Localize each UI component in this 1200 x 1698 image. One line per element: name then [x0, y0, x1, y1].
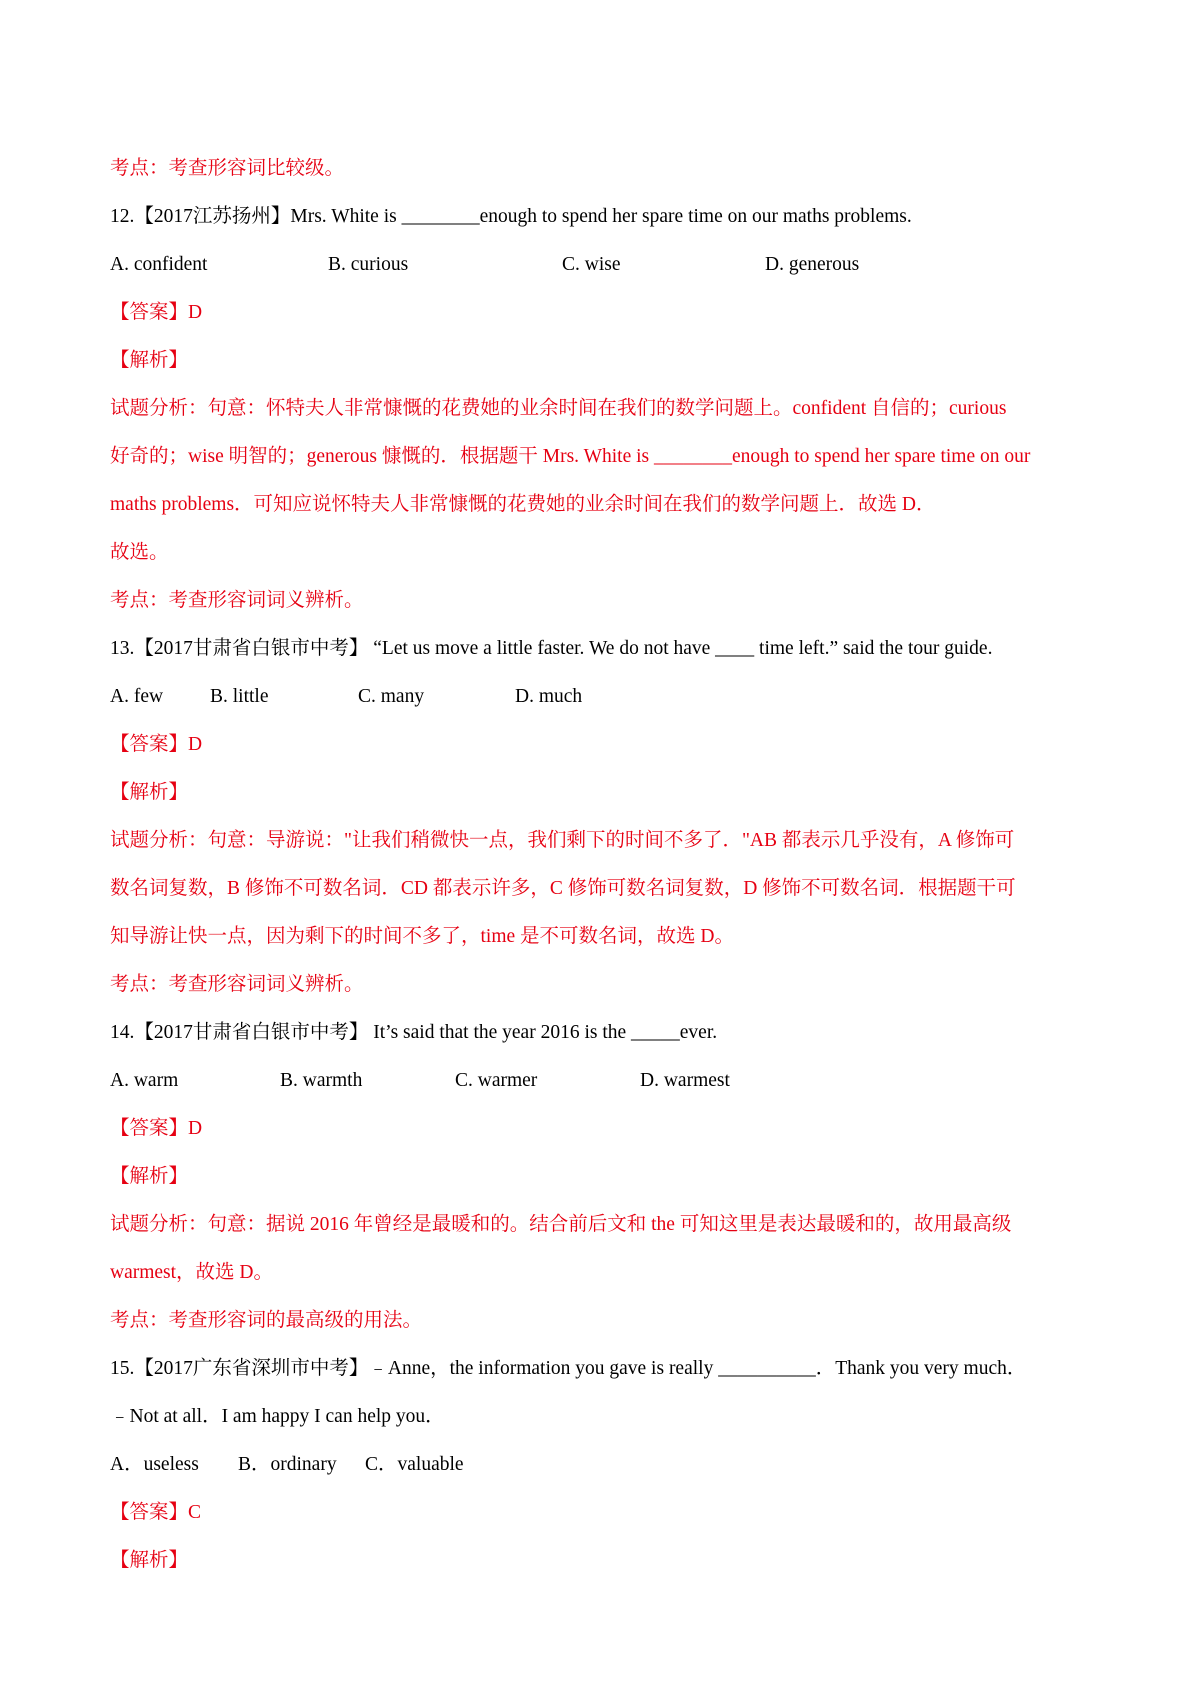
q13-kaodian: 考点：考查形容词词义辨析。: [110, 974, 364, 995]
q12-kaodian: 考点：考查形容词词义辨析。: [110, 590, 364, 611]
q14-analysis-line-1: 试题分析：句意：据说 2016 年曾经是最暖和的。结合前后文和 the 可知这里是表达最暖和的，故用最高级: [110, 1214, 1012, 1235]
q14-answer: 【答案】D: [110, 1118, 203, 1139]
q12-analysis-line-3: maths problems．可知应说怀特夫人非常慷慨的花费她的业余时间在我们的数学问题上．故选 D．: [110, 494, 936, 515]
q15-answer: 【答案】C: [110, 1502, 202, 1523]
q12-analysis-line-2: 好奇的；wise 明智的；generous 慷慨的．根据题干 Mrs. White is ________enough to spend her spare time on our: [110, 446, 1031, 467]
q13-option-c: C. many: [358, 686, 425, 707]
q12-option-d: D. generous: [765, 254, 860, 275]
q13-analysis-line-2: 数名词复数，B 修饰不可数名词．CD 都表示许多，C 修饰可数名词复数，D 修饰不可数名词．根据题干可: [110, 878, 1016, 899]
q14-option-d: D. warmest: [640, 1070, 730, 1091]
q15-stem-reply: ﹣Not at all．I am happy I can help you．: [110, 1406, 445, 1427]
q12-jiexi-label: 【解析】: [110, 350, 189, 371]
q14-stem: 14.【2017甘肃省白银市中考】 It’s said that the year 2016 is the _____ever.: [110, 1022, 718, 1043]
q13-option-b: B. little: [210, 686, 269, 707]
q14-jiexi-label: 【解析】: [110, 1166, 189, 1187]
q12-option-c: C. wise: [562, 254, 621, 275]
q14-option-b: B. warmth: [280, 1070, 363, 1091]
q13-jiexi-label: 【解析】: [110, 782, 189, 803]
q12-analysis-line-4: 故选。: [110, 542, 169, 563]
q12-answer: 【答案】D: [110, 302, 203, 323]
q12-analysis-line-1: 试题分析：句意：怀特夫人非常慷慨的花费她的业余时间在我们的数学问题上。confident 自信的；curious: [110, 398, 1007, 419]
q15-option-c: C．valuable: [365, 1454, 464, 1475]
q15-stem: 15.【2017广东省深圳市中考】﹣Anne，the information you gave is really __________．Thank you very much．: [110, 1358, 1027, 1379]
q13-analysis-line-3: 知导游让快一点，因为剩下的时间不多了，time 是不可数名词，故选 D。: [110, 926, 734, 947]
q13-option-d: D. much: [515, 686, 583, 707]
q15-option-b: B．ordinary: [238, 1454, 337, 1475]
kaodian-prev: 考点：考查形容词比较级。: [110, 158, 345, 179]
q13-options: [110, 684, 1110, 710]
q14-options: [110, 1068, 1110, 1094]
q15-options: [110, 1452, 1110, 1478]
q14-kaodian: 考点：考查形容词的最高级的用法。: [110, 1310, 423, 1331]
q13-stem: 13.【2017甘肃省白银市中考】 “Let us move a little faster. We do not have ____ time left.” said the tour guide.: [110, 638, 993, 659]
q15-option-a: A．useless: [110, 1454, 199, 1475]
q13-analysis-line-1: 试题分析：句意：导游说："让我们稍微快一点，我们剩下的时间不多了．"AB 都表示几乎没有，A 修饰可: [110, 830, 1015, 851]
q14-option-a: A. warm: [110, 1070, 179, 1091]
q15-jiexi-label: 【解析】: [110, 1550, 189, 1571]
q13-option-a: A. few: [110, 686, 164, 707]
q14-analysis-line-2: warmest，故选 D。: [110, 1262, 274, 1283]
q12-options: [110, 252, 1110, 278]
q12-option-b: B. curious: [328, 254, 409, 275]
q14-option-c: C. warmer: [455, 1070, 538, 1091]
q12-stem: 12.【2017江苏扬州】Mrs. White is ________enough to spend her spare time on our maths problems.: [110, 206, 912, 227]
q12-option-a: A. confident: [110, 254, 208, 275]
q13-answer: 【答案】D: [110, 734, 203, 755]
